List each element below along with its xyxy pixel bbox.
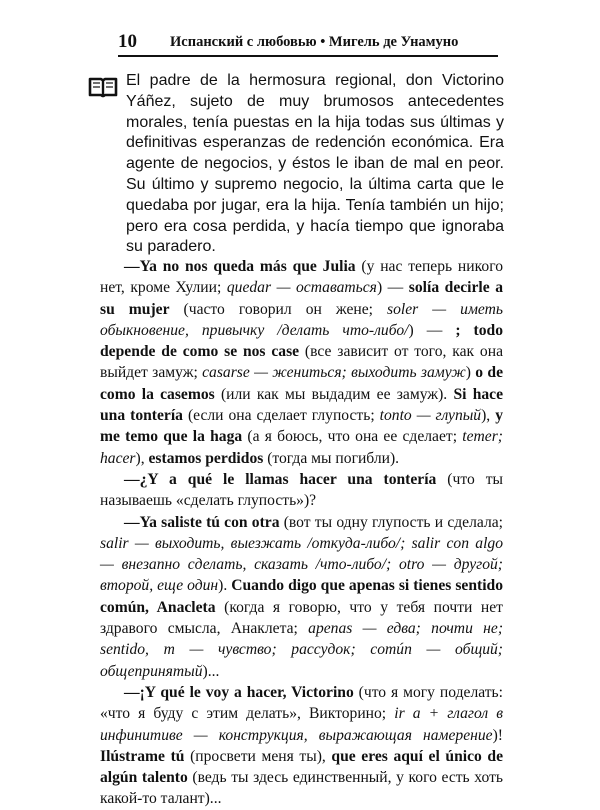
intro-text: El padre de la hermosura regional, don Victorino Yáñez, sujeto de muy brumosos antecedentes morales, tenía puestas en la hija todas sus últimas y definitivas esperanzas de redención económica. Era agente de negocios, y éstos le iban de mal en peor. Su último y supremo negocio, la última carta que le quedaba por jugar, era la hija. Tenía también un hijo; pero era cosa perdida, y hacía tiempo que ignoraba su paradero. <box>126 72 504 256</box>
vocabulary-note: ir a + глагол в инфинитиве — конструкция, выражающая намерение <box>100 705 504 744</box>
spanish-phrase: —Ya no nos queda más que Julia <box>124 258 356 275</box>
translation-text: )... <box>202 662 220 680</box>
vocabulary-note: quedar — оставаться <box>226 279 377 297</box>
translation-text: (а я боюсь, что она ее сделает; <box>242 428 463 446</box>
page-header <box>118 27 498 57</box>
running-title: Испанский с любовью • Мигель де Унамуно <box>170 34 459 50</box>
vocabulary-note: tonto — глупый <box>379 407 482 425</box>
translation-text: ) — <box>408 321 456 339</box>
spanish-original-paragraph <box>126 71 504 258</box>
translation-text: ) <box>465 364 476 382</box>
translation-text: (все зависит от того, как она выйдет замуж; <box>100 343 503 382</box>
translation-text: (или как мы выдадим ее замуж). <box>214 385 454 403</box>
spanish-phrase: Ilústrame tú <box>100 747 185 765</box>
open-book-icon <box>88 76 118 98</box>
spanish-phrase: ; todo depende de como se nos case <box>100 321 503 361</box>
spanish-phrase: Cuando digo que apenas si tienes sentido común, Anacleta <box>100 577 503 616</box>
translation-text: (вот ты одну глупость и сделала; <box>279 513 503 531</box>
dialogue-paragraph <box>100 512 503 682</box>
translation-text: ) — <box>376 279 409 297</box>
annotated-dialogue <box>100 256 503 810</box>
vocabulary-note: casarse — жениться; выходить замуж <box>202 364 466 382</box>
header-rule <box>118 55 498 57</box>
spanish-phrase: estamos perdidos <box>148 449 264 467</box>
translation-text: (часто говорил он жене; <box>169 300 388 318</box>
spanish-phrase: —¡Y qué le voy a hacer, Victorino <box>124 683 354 701</box>
translation-text: (тогда мы погибли). <box>263 449 400 467</box>
spanish-phrase: solía decirle a su mujer <box>100 279 504 318</box>
page-number: 10 <box>118 31 137 52</box>
translation-text: ). <box>218 577 232 595</box>
translation-text: (у нас теперь никого нет, кроме Хулии; <box>100 258 504 297</box>
spanish-phrase: Si hace una tontería <box>100 385 504 425</box>
vocabulary-note: apenas — едва; почти не; sentido, m — чувство; рассудок; común — общий; общепринятый <box>100 620 504 680</box>
vocabulary-note: salir — выходить, выезжать /откуда-либо/; salir con algo — внезапно сделать, сказать /что-либо/; otro — другой; второй, еще один <box>100 534 503 595</box>
vocabulary-note: temer; hacer <box>100 428 503 467</box>
spanish-phrase: o de como la casemos <box>100 364 503 403</box>
translation-text: (когда я говорю, что у тебя почти нет здравого смысла, Анаклета; <box>100 598 503 638</box>
vocabulary-note: soler — иметь обыкновение, привычку /делать что-либо/ <box>100 300 503 339</box>
translation-text: (что я могу поделать: «что я буду с этим делать», Викторино; <box>100 683 503 723</box>
translation-text: ), <box>135 449 149 467</box>
dialogue-paragraph <box>100 469 503 512</box>
translation-text: )! <box>492 726 503 744</box>
translation-text: (ведь ты здесь единственный, у кого есть хоть какой-то талант)... <box>100 769 503 808</box>
translation-text: (если она сделает глупость; <box>182 407 380 425</box>
spanish-phrase: —Ya saliste tú con otra <box>124 513 280 531</box>
dialogue-paragraph <box>100 682 503 810</box>
dialogue-paragraph <box>100 256 503 469</box>
spanish-phrase: —¿Y a qué le llamas hacer una tontería <box>124 470 437 488</box>
spanish-phrase: que eres aquí el único de algún talento <box>100 747 504 787</box>
spanish-phrase: y me temo que la haga <box>100 407 503 446</box>
translation-text: (что ты называешь «сделать глупость»)? <box>100 470 503 510</box>
translation-text: (просвети меня ты), <box>184 747 332 765</box>
translation-text: ), <box>481 407 496 425</box>
